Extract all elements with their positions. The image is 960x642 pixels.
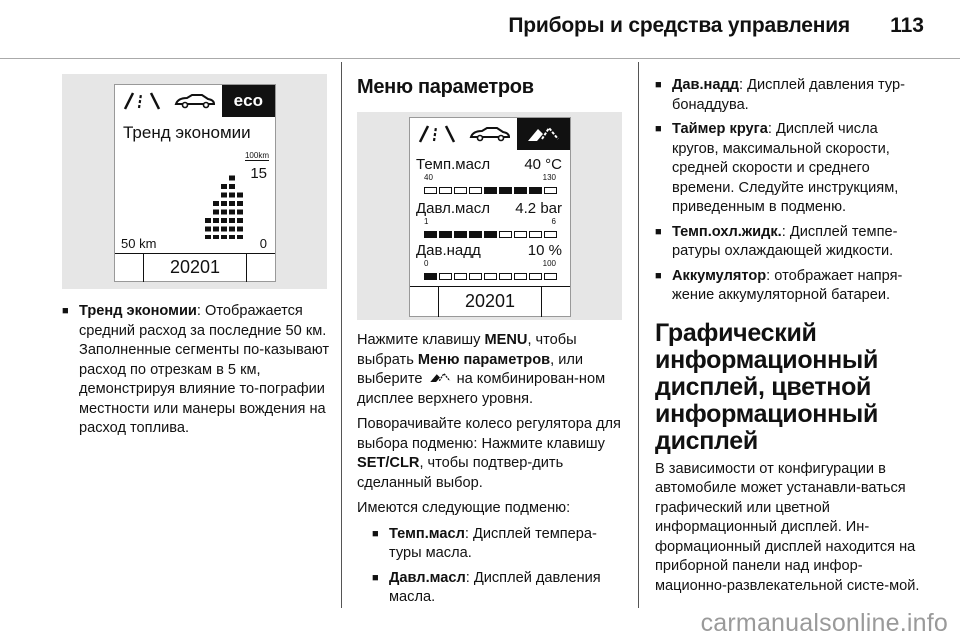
- eco-bar-segment: [221, 193, 227, 198]
- param-tab-vehicle: [463, 118, 516, 150]
- eco-bar-segment: [229, 235, 235, 239]
- eco-odometer-row: [115, 253, 275, 282]
- eco-bar-segment: [213, 201, 219, 206]
- header-rule: [0, 58, 960, 59]
- parameters-display: [409, 117, 571, 317]
- gauge-segment: [529, 231, 542, 238]
- eco-bar-segment: [221, 218, 227, 223]
- gauge-segment: [424, 231, 437, 238]
- page-header-title: Приборы и средства управления: [508, 14, 850, 37]
- eco-bar-segment: [221, 210, 227, 215]
- eco-bar-segment: [229, 227, 235, 232]
- bullet-oil-temp: ■ Темп.масл: Дисплей темпера-туры масла.: [372, 525, 629, 564]
- gauge-segment: [469, 231, 482, 238]
- oil-pressure-label: Давл.масл: [416, 200, 490, 217]
- eco-bar-segment: [237, 201, 243, 206]
- figure-parameters-menu: [357, 112, 622, 320]
- param-odometer: 20201: [464, 291, 516, 311]
- oil-pressure-min: 1: [424, 217, 429, 226]
- bullet-coolant-temp: ■ Темп.охл.жидк.: Дисплей темпе-ратуры охлаждающей жидкости.: [655, 223, 923, 262]
- eco-bar-segment: [213, 210, 219, 215]
- eco-bar-segment: [229, 201, 235, 206]
- oil-pressure-max: 6: [551, 217, 556, 226]
- eco-display: [114, 84, 276, 282]
- gauge-segment: [454, 273, 467, 280]
- eco-bar-segment: [229, 218, 235, 223]
- eco-scale-unit: 100km: [244, 151, 269, 160]
- eco-bar-segment: [221, 201, 227, 206]
- eco-bar-segment: [221, 184, 227, 189]
- page-number: 113: [890, 14, 924, 37]
- boost-gauge: [424, 268, 559, 286]
- oil-pressure-value: 4.2 bar: [515, 200, 562, 217]
- param-odometer-row: [410, 286, 570, 317]
- tab-assist: [115, 85, 168, 117]
- eco-bar-segment: [221, 235, 227, 239]
- oil-temp-value: 40 °C: [524, 156, 562, 173]
- watermark: carmanualsonline.info: [700, 609, 948, 637]
- eco-bar-segment: [237, 210, 243, 215]
- para-submenus-intro: Имеются следующие подменю:: [357, 500, 571, 516]
- gauge-segment: [529, 187, 542, 194]
- oil-temp-max: 130: [542, 173, 556, 182]
- gauge-segment: [469, 273, 482, 280]
- gauge-segment: [424, 273, 437, 280]
- gauge-segment: [439, 231, 452, 238]
- param-tab-bar: [410, 118, 570, 150]
- eco-bar-segment: [237, 193, 243, 198]
- key-set-clr: SET/CLR: [357, 455, 420, 471]
- lane-assist-icon: [416, 125, 458, 143]
- key-menu: MENU: [484, 332, 528, 348]
- car-icon: [173, 92, 217, 110]
- eco-bar-segment: [205, 235, 211, 239]
- column-2-text: [357, 331, 629, 613]
- performance-icon: [525, 124, 561, 144]
- eco-bar-segment: [205, 227, 211, 232]
- gauge-segment: [529, 273, 542, 280]
- heading-info-display: Графический информационный дисплей, цветной информационный дисплей: [655, 318, 879, 455]
- gauge-segment: [499, 273, 512, 280]
- gauge-segment: [544, 231, 557, 238]
- eco-bar-segment: [213, 227, 219, 232]
- lane-assist-icon: [121, 92, 163, 110]
- boost-max: 100: [542, 259, 556, 268]
- column-3: [655, 76, 923, 602]
- heading-parameters-menu: Меню параметров: [357, 76, 534, 98]
- gauge-segment: [454, 187, 467, 194]
- column-2: [357, 78, 629, 108]
- eco-bar-segment: [213, 235, 219, 239]
- gauge-segment: [544, 187, 557, 194]
- eco-bar-segment: [237, 235, 243, 239]
- tab-eco: eco: [222, 85, 275, 117]
- bullet-lap-timer: ■ Таймер круга: Дисплей числа кругов, максимальной скорости, средней скорости и среднего времени. Следуйте инструкциям, приведенным в подменю.: [655, 120, 923, 218]
- eco-bar-segment: [229, 210, 235, 215]
- param-tab-assist: [410, 118, 463, 150]
- gauge-segment: [454, 231, 467, 238]
- eco-bar-segment: [229, 184, 235, 189]
- text-eco-trend: : Отображается средний расход за последние 50 км. Заполненные сегменты по-казывают расход по отрезкам в 5 км, демонстрируя влияние то-пографии местности или манеры вождения на расход топлива.: [79, 303, 330, 436]
- gauge-segment: [484, 273, 497, 280]
- performance-icon: [427, 371, 453, 384]
- gauge-segment: [499, 187, 512, 194]
- gauge-segment: [514, 273, 527, 280]
- eco-range-right: 0: [259, 236, 267, 251]
- oil-temp-min: 40: [424, 173, 433, 182]
- eco-bar-segment: [237, 227, 243, 232]
- boost-label: Дав.надд: [416, 242, 481, 259]
- bullet-battery: ■ Аккумулятор: отображает напря-жение аккумуляторной батареи.: [655, 267, 923, 306]
- gauge-segment: [484, 187, 497, 194]
- gauge-segment: [514, 231, 527, 238]
- eco-bar-segment: [213, 218, 219, 223]
- bullet-oil-pressure: ■ Давл.масл: Дисплей давления масла.: [372, 569, 629, 608]
- eco-bar-segment: [237, 218, 243, 223]
- column-separator-1: [341, 62, 342, 608]
- term-eco-trend: Тренд экономии: [79, 303, 197, 319]
- gauge-segment: [439, 273, 452, 280]
- bullet-eco-trend: [62, 302, 330, 439]
- bullet-boost: ■ Дав.надд: Дисплей давления тур-бонаддува.: [655, 76, 923, 115]
- gauge-segment: [514, 187, 527, 194]
- param-tab-performance: [517, 118, 570, 150]
- gauge-segment: [439, 187, 452, 194]
- eco-bar-segment: [229, 193, 235, 198]
- figure-economy-trend: [62, 74, 327, 289]
- gauge-segment: [469, 187, 482, 194]
- para-menu-instructions: Нажмите клавишу MENU, чтобы выбрать Меню параметров, или выберите на комбинирован-ном дисплее верхнего уровня.: [357, 332, 606, 407]
- eco-display-title: Тренд экономии: [123, 123, 251, 142]
- para-rotate-wheel: Поворачивайте колесо регулятора для выбора подменю: Нажмите клавишу SET/CLR, чтобы подтвер-дить сделанный выбор.: [357, 416, 621, 491]
- column-1: [62, 302, 330, 444]
- column-separator-2: [638, 62, 639, 608]
- gauge-segment: [499, 231, 512, 238]
- eco-bar-segment: [229, 176, 235, 181]
- oil-temp-gauge: [424, 182, 559, 200]
- boost-value: 10 %: [527, 242, 562, 259]
- eco-range-left: 50 km: [121, 236, 157, 251]
- para-info-display: В зависимости от конфигурации в автомобиле может устанавли-ваться графический или цветной информационный дисплей. Ин-формационный дисплей находится на приборной панели над инфор-мационно-развлекательной систе-мой.: [655, 460, 920, 594]
- eco-odometer: 20201: [169, 257, 221, 277]
- eco-trend-bars: [205, 169, 245, 239]
- tab-vehicle: [168, 85, 221, 117]
- eco-bar-segment: [205, 218, 211, 223]
- oil-temp-label: Темп.масл: [416, 156, 491, 173]
- gauge-segment: [484, 231, 497, 238]
- boost-min: 0: [424, 259, 429, 268]
- gauge-segment: [544, 273, 557, 280]
- term-parameters-menu: Меню параметров: [417, 351, 551, 368]
- car-icon: [468, 125, 512, 143]
- gauge-segment: [424, 187, 437, 194]
- display-tab-bar: [115, 85, 275, 117]
- eco-scale-value: 15: [250, 165, 267, 182]
- eco-bar-segment: [221, 227, 227, 232]
